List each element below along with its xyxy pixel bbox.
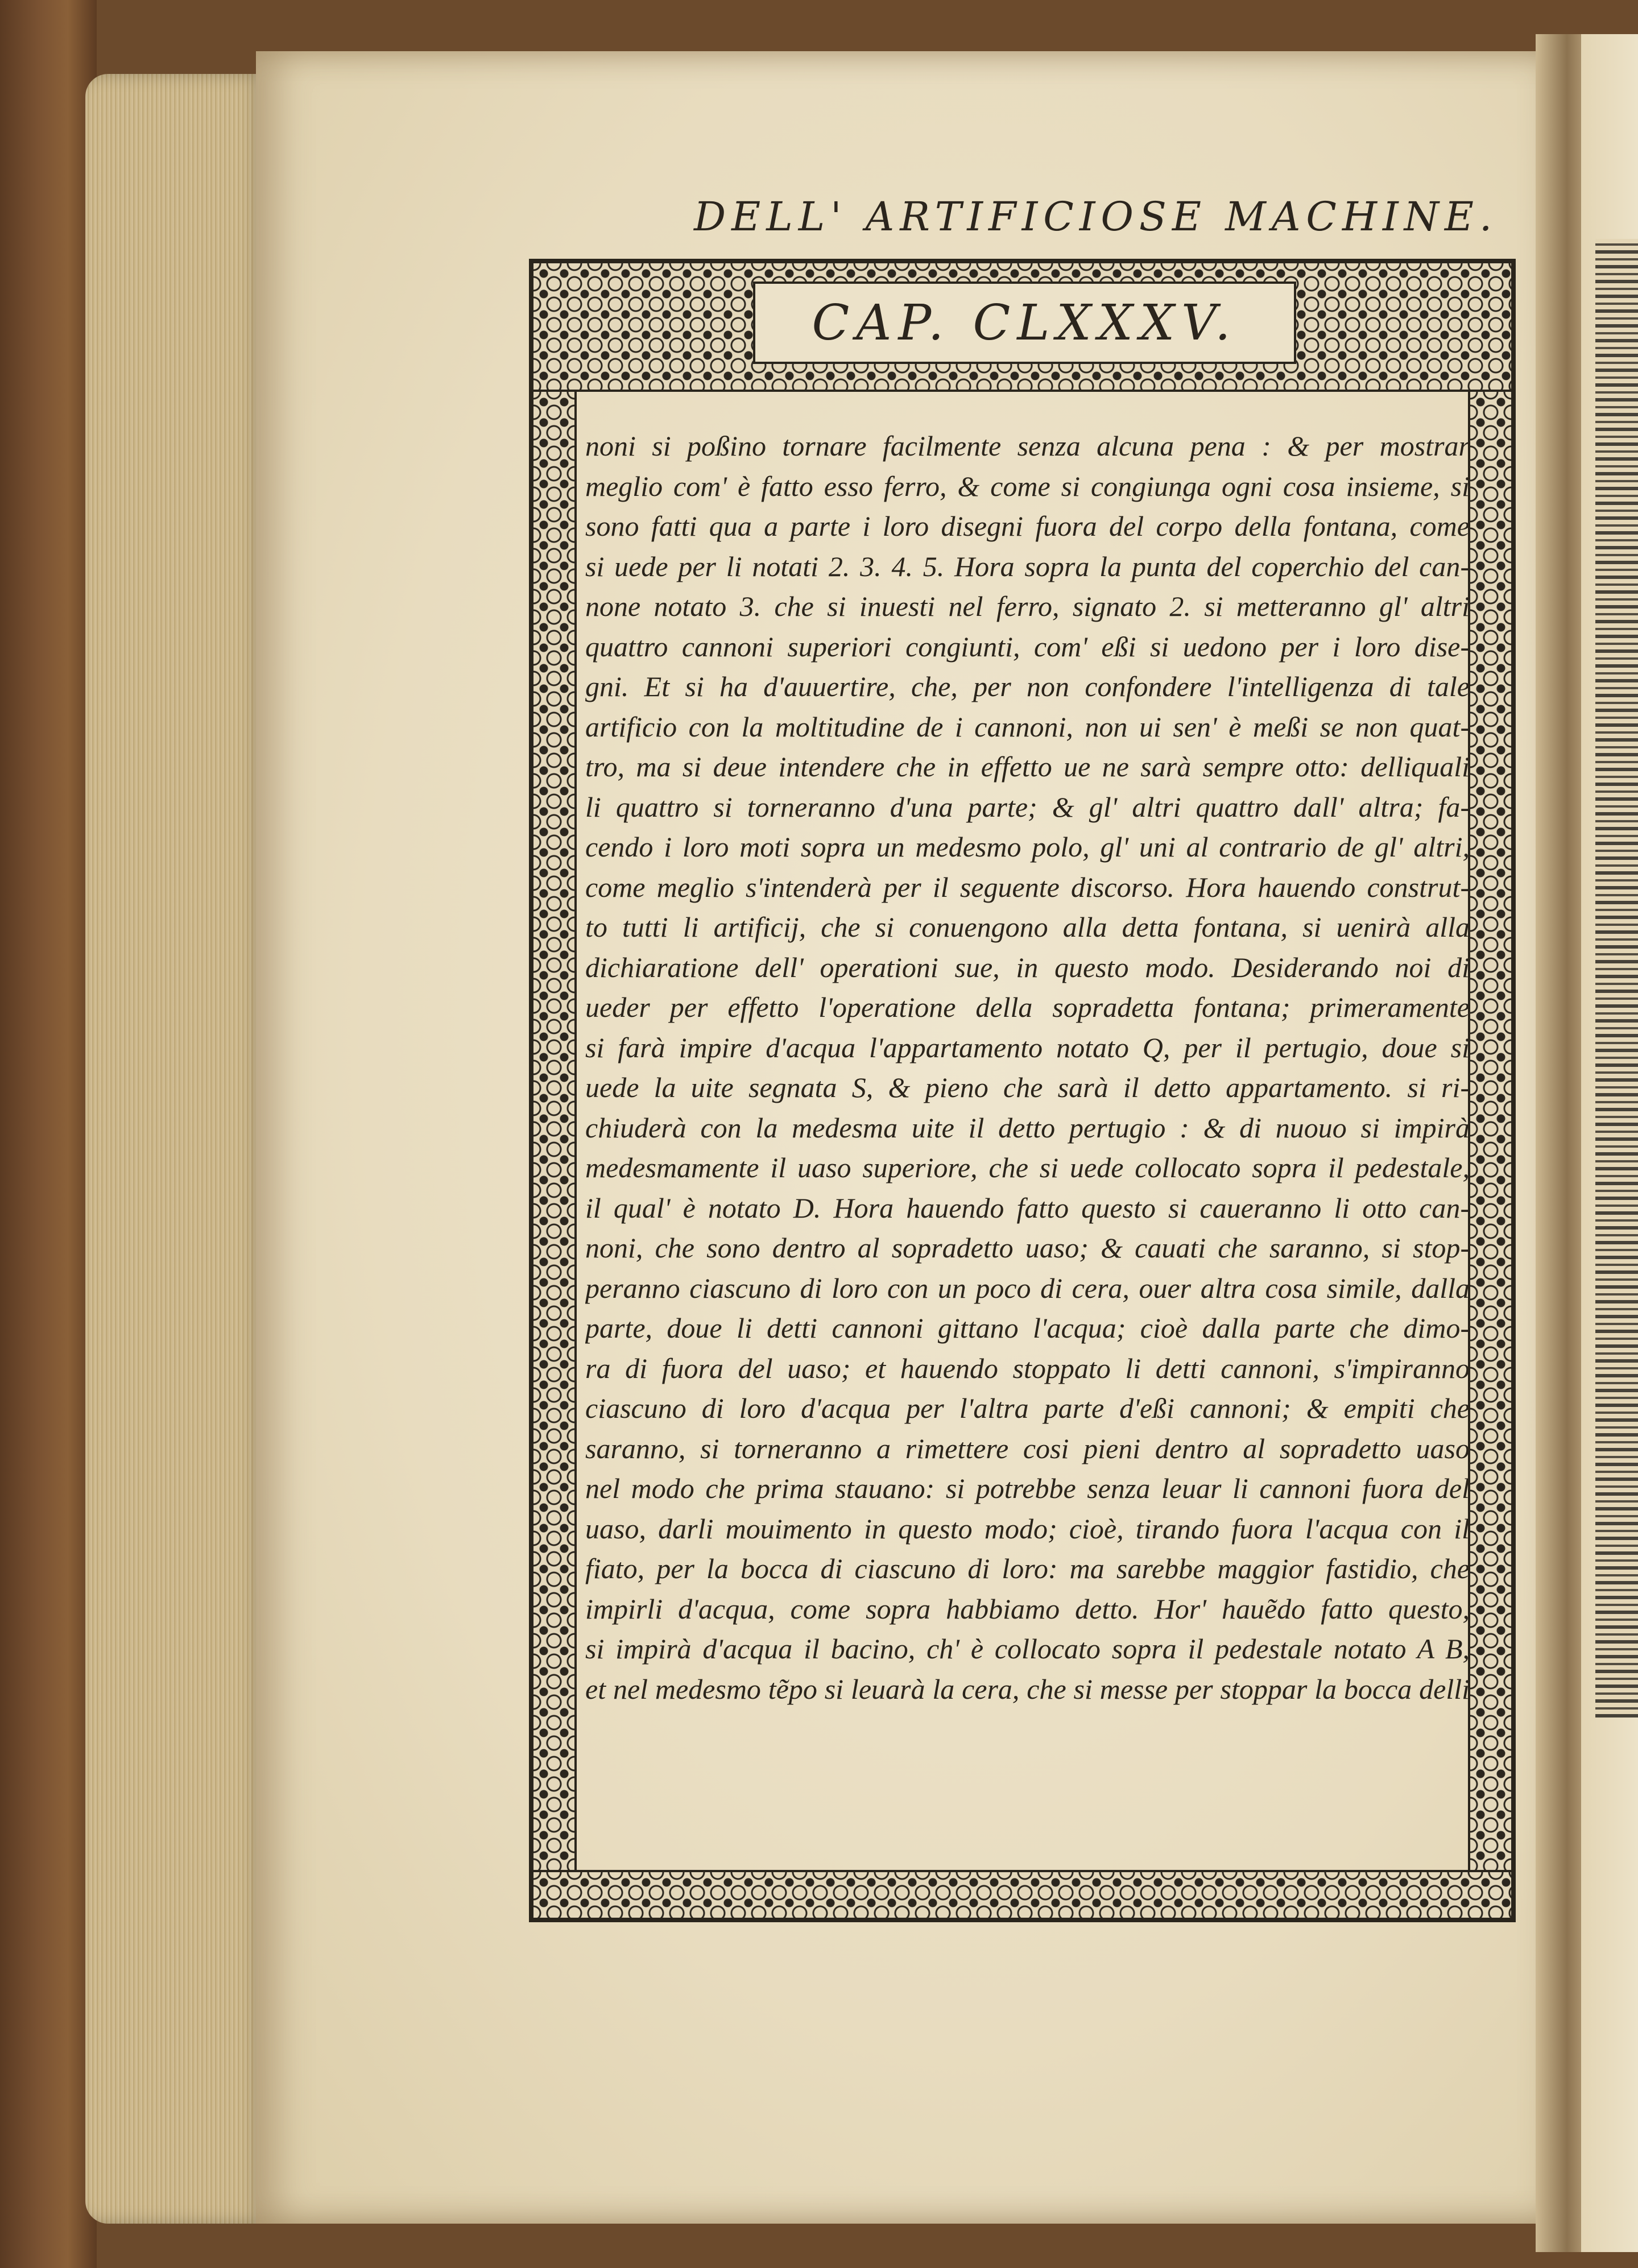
- text-line: gni. Et si ha d'auuertire, che, per non confondere l'intelligenza di tale: [585, 671, 1470, 702]
- text-line: ciascuno di loro d'acqua per l'altra parte d'eßi cannoni; & empiti che: [585, 1392, 1470, 1424]
- text-line: uede la uite segnata S, & pieno che sarà il detto appartamento. si ri-: [585, 1071, 1470, 1103]
- text-line: et nel medesmo tẽpo si leuarà la cera, che si messe per stoppar la bocca delli: [585, 1673, 1470, 1705]
- text-line: chiuderà con la medesma uite il detto pertugio : & di nuouo si impirà: [585, 1111, 1470, 1144]
- text-line: si uede per li notati 2. 3. 4. 5. Hora sopra la punta del coperchio del can-: [585, 550, 1470, 582]
- text-line: come meglio s'intenderà per il seguente discorso. Hora hauendo construt-: [585, 871, 1470, 903]
- facing-page-ornament: [1595, 239, 1638, 1717]
- text-line: peranno ciascuno di loro con un poco di cera, ouer altra cosa simile, dalla: [585, 1272, 1470, 1304]
- text-line: nel modo che prima stauano: si potrebbe senza leuar li cannoni fuora del: [585, 1472, 1470, 1504]
- text-line: medesmamente il uaso superiore, che si uede collocato sopra il pedestale,: [585, 1152, 1470, 1183]
- text-line: noni, che sono dentro al sopradetto uaso; & cauati che saranno, si stop-: [585, 1232, 1470, 1264]
- text-line: cendo i loro moti sopra un medesmo polo, gl' uni al contrario de gl' altri,: [585, 831, 1470, 863]
- page-block-edges: [85, 74, 267, 2224]
- text-line: artificio con la moltitudine de i cannoni, non ui sen' è meßi se non quat-: [585, 710, 1470, 743]
- running-head: DELL' ARTIFICIOSE MACHINE.: [694, 193, 1498, 240]
- ornament-band-bottom: [531, 1870, 1513, 1920]
- text-line: to tutti li artificij, che si conuengono alla detta fontana, si uenirà alla: [585, 911, 1470, 943]
- chapter-heading: CAP. CLXXXV.: [812, 294, 1238, 351]
- text-line: uaso, darli mouimento in questo modo; cioè, tirando fuora l'acqua con il: [585, 1512, 1470, 1545]
- book-cover-edge: [0, 0, 97, 2268]
- text-line: none notato 3. che si inuesti nel ferro, signato 2. si metteranno gl' altri: [585, 590, 1470, 622]
- body-text: [585, 426, 1470, 1709]
- text-line: ueder per effetto l'operatione della sopradetta fontana; primeramente: [585, 991, 1470, 1023]
- text-line: il qual' è notato D. Hora hauendo fatto questo si caueranno li otto can-: [585, 1191, 1470, 1224]
- text-line: tro, ma si deue intendere che in effetto ue ne sarà sempre otto: delliquali: [585, 751, 1470, 783]
- chapter-heading-box: [753, 282, 1296, 364]
- text-line: si impirà d'acqua il bacino, ch' è collocato sopra il pedestale notato A B,: [585, 1633, 1470, 1665]
- text-line: meglio com' è fatto esso ferro, & come si congiunga ogni cosa insieme, si: [585, 470, 1470, 502]
- text-line: dichiaratione dell' operationi sue, in questo modo. Desiderando noi di: [585, 951, 1470, 983]
- text-line: ra di fuora del uaso; et hauendo stoppato li detti cannoni, s'impiranno: [585, 1352, 1470, 1384]
- ornamental-frame: [529, 259, 1516, 1922]
- text-line: noni si poßino tornare facilmente senza alcuna pena : & per mostrar: [585, 430, 1470, 462]
- text-line: li quattro si torneranno d'una parte; & gl' altri quattro dall' altra; fa-: [585, 791, 1470, 823]
- text-line: parte, doue li detti cannoni gittano l'acqua; cioè dalla parte che dimo-: [585, 1312, 1470, 1344]
- text-line: impirli d'acqua, come sopra habbiamo detto. Hor' hauẽdo fatto questo,: [585, 1592, 1470, 1625]
- text-line: fiato, per la bocca di ciascuno di loro: ma sarebbe maggior fastidio, che: [585, 1553, 1470, 1584]
- text-line: sono fatti qua a parte i loro disegni fuora del corpo della fontana, come: [585, 510, 1470, 542]
- ornament-band-right: [1468, 390, 1513, 1877]
- ornament-band-left: [531, 390, 577, 1877]
- text-line: saranno, si torneranno a rimettere cosi pieni dentro al sopradetto uaso: [585, 1432, 1470, 1464]
- text-line: si farà impire d'acqua l'appartamento notato Q, per il pertugio, doue si: [585, 1031, 1470, 1063]
- text-line: quattro cannoni superiori congiunti, com' eßi si uedono per i loro dise-: [585, 630, 1470, 663]
